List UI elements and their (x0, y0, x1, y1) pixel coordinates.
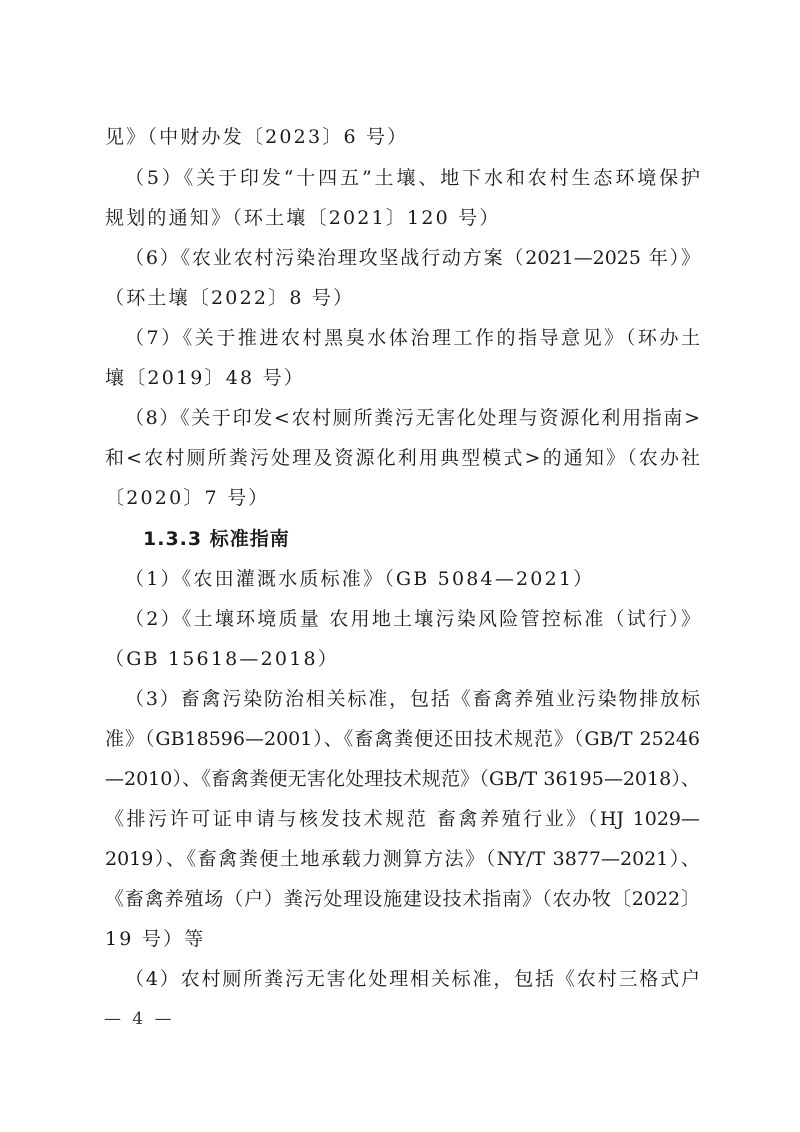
text-line: 2019）、《畜禽粪便土地承载力测算方法》（NY/T 3877—2021）、 (105, 848, 700, 870)
text-line: 《畜禽养殖场（户）粪污处理设施建设技术指南》（农办牧〔2022〕 (105, 888, 700, 910)
text-line: （1）《农田灌溉水质标准》（GB 5084—2021） (125, 568, 595, 590)
text-line: （5）《关于印发“十四五”土壤、地下水和农村生态环境保护 (125, 167, 700, 189)
text-line: （4）农村厕所粪污无害化处理相关标准，包括《农村三格式户 (125, 968, 700, 990)
text-line: —2010）、《畜禽粪便无害化处理技术规范》（GB/T 36195—2018）、 (105, 768, 700, 790)
text-line: 见》（中财办发〔2023〕6 号） (105, 126, 409, 148)
text-line: 《排污许可证申请与核发技术规范 畜禽养殖行业》（HJ 1029— (105, 808, 700, 830)
text-line: 〔2020〕7 号） (105, 487, 270, 509)
text-line: （8）《关于印发<农村厕所粪污无害化处理与资源化利用指南> (125, 407, 700, 429)
section-heading: 1.3.3 标准指南 (143, 528, 290, 550)
text-line: 壤〔2019〕48 号） (105, 367, 305, 389)
page-number: — 4 — (104, 1009, 175, 1029)
text-line: 准》（GB18596—2001）、《畜禽粪便还田技术规范》（GB/T 25246 (105, 728, 700, 750)
text-line: （2）《土壤环境质量 农用地土壤污染风险管控标准（试行）》 (125, 608, 700, 630)
text-line: （环土壤〔2022〕8 号） (105, 287, 355, 309)
text-line: （7）《关于推进农村黑臭水体治理工作的指导意见》（环办土 (125, 327, 700, 349)
text-line: （6）《农业农村污染治理攻坚战行动方案（2021—2025 年）》 (125, 247, 700, 269)
text-line: （GB 15618—2018） (105, 648, 339, 670)
text-line: （3）畜禽污染防治相关标准，包括《畜禽养殖业污染物排放标 (125, 688, 700, 710)
text-line: 19 号）等 (105, 928, 206, 950)
text-line: 和<农村厕所粪污处理及资源化利用典型模式>的通知》（农办社 (105, 447, 700, 469)
text-line: 规划的通知》（环土壤〔2021〕120 号） (105, 207, 501, 229)
